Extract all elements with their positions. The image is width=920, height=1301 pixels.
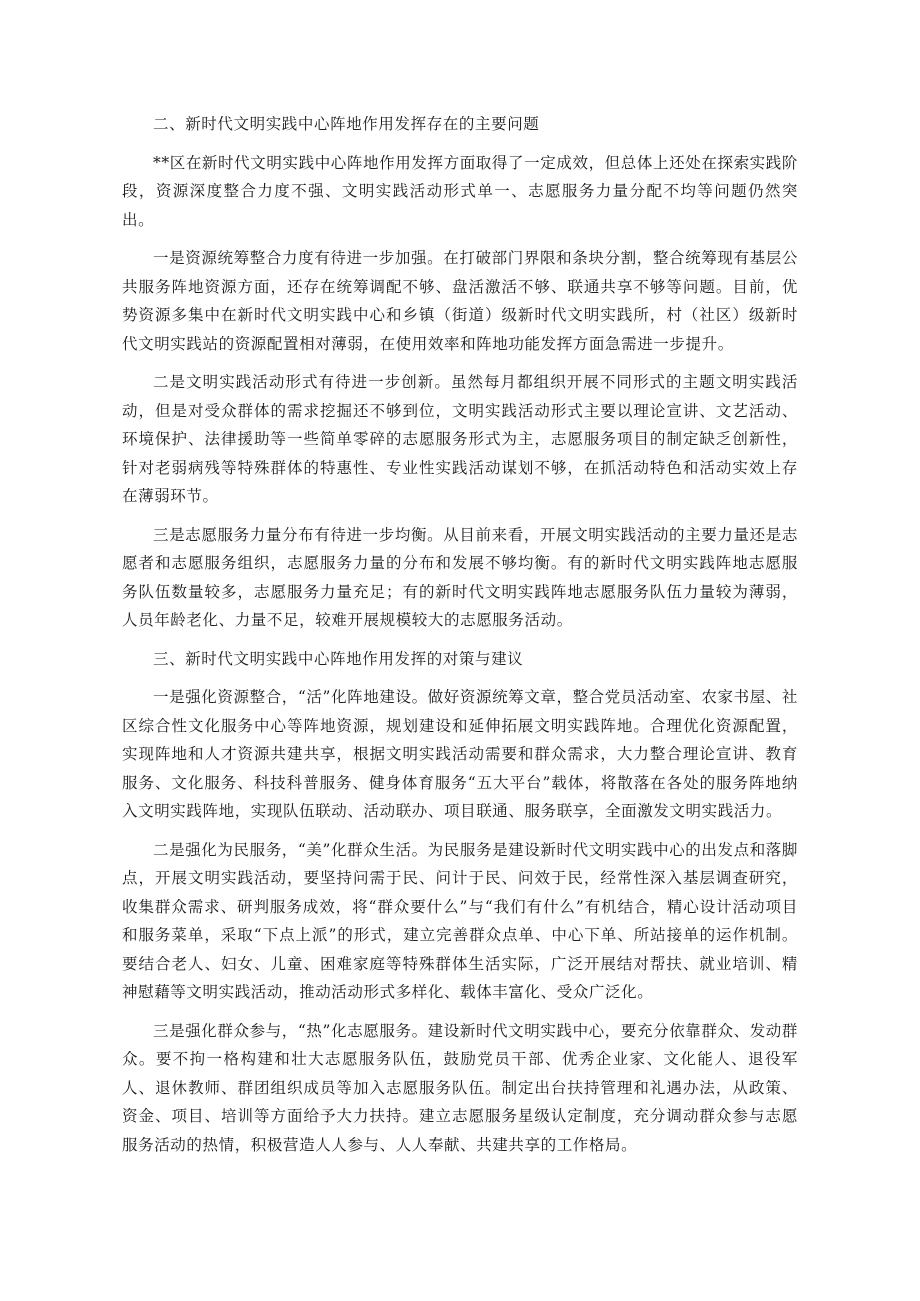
section-heading-problems: 二、新时代文明实践中心阵地作用发挥存在的主要问题 xyxy=(153,115,540,133)
paragraph-overview: **区在新时代文明实践中心阵地作用发挥方面取得了一定成效，但总体上还处在探索实践阶段，资源深度整合力度不强、文明实践活动形式单一、志愿服务力量分配不均等问题仍然突出。 xyxy=(122,153,798,229)
paragraph-suggestion-participation: 三是强化群众参与，“热”化志愿服务。建设新时代文明实践中心，要充分依靠群众、发动群众。要不拘一格构建和壮大志愿服务队伍，鼓励党员干部、优秀企业家、文化能人、退役军人、退休教师、群团组织成员等加入志愿服务队伍。制定出台扶持管理和礼遇办法，从政策、资金、项目、培训等方面给予大力扶持。建立志愿服务星级认定制度，充分调动群众参与志愿服务活动的热情，积极营造人人参与、人人奉献、共建共享的工作格局。 xyxy=(122,1021,798,1154)
paragraph-suggestion-resources: 一是强化资源整合，“活”化阵地建设。做好资源统筹文章，整合党员活动室、农家书屋、社区综合性文化服务中心等阵地资源，规划建设和延伸拓展文明实践阵地。合理优化资源配置，实现阵地和人才资源共建共享，根据文明实践活动需要和群众需求，大力整合理论宣讲、教育服务、文化服务、科技科普服务、健身体育服务“五大平台”载体，将散落在各处的服务阵地纳入文明实践阵地，实现队伍联动、活动联办、项目联通、服务联享，全面激发文明实践活力。 xyxy=(122,688,798,820)
paragraph-problem-activities: 二是文明实践活动形式有待进一步创新。虽然每月都组织开展不同形式的主题文明实践活动，但是对受众群体的需求挖掘还不够到位，文明实践活动形式主要以理论宣讲、文艺活动、环境保护、法律援助等一些简单零碎的志愿服务形式为主，志愿服务项目的制定缺乏创新性，针对老弱病残等特殊群体的特惠性、专业性实践活动谋划不够，在抓活动特色和活动实效上存在薄弱环节。 xyxy=(122,373,798,505)
paragraph-problem-resources: 一是资源统筹整合力度有待进一步加强。在打破部门界限和条块分割，整合统筹现有基层公共服务阵地资源方面，还存在统筹调配不够、盘活激活不够、联通共享不够等问题。目前，优势资源多集中在新时代文明实践中心和乡镇（街道）级新时代文明实践所，村（社区）级新时代文明实践站的资源配置相对薄弱，在使用效率和阵地功能发挥方面急需进一步提升。 xyxy=(122,249,798,353)
section-heading-suggestions: 三、新时代文明实践中心阵地作用发挥的对策与建议 xyxy=(153,649,524,668)
paragraph-suggestion-service: 二是强化为民服务，“美”化群众生活。为民服务是建设新时代文明实践中心的出发点和落脚点，开展文明实践活动，要坚持问需于民、问计于民、问效于民，经常性深入基层调查研究，收集群众需求、研判服务成效，将“群众要什么”与“我们有什么”有机结合，精心设计活动项目和服务菜单，采取“下点上派”的形式，建立完善群众点单、中心下单、所站接单的运作机制。要结合老人、妇女、儿童、困难家庭等特殊群体生活实际，广泛开展结对帮扶、就业培训、精神慰藉等文明实践活动，推动活动形式多样化、载体丰富化、受众广泛化。 xyxy=(122,840,798,1001)
paragraph-problem-volunteers: 三是志愿服务力量分布有待进一步均衡。从目前来看，开展文明实践活动的主要力量还是志愿者和志愿服务组织，志愿服务力量的分布和发展不够均衡。有的新时代文明实践阵地志愿服务队伍数量较多，志愿服务力量充足；有的新时代文明实践阵地志愿服务队伍力量较为薄弱，人员年龄老化、力量不足，较难开展规模较大的志愿服务活动。 xyxy=(122,525,798,629)
